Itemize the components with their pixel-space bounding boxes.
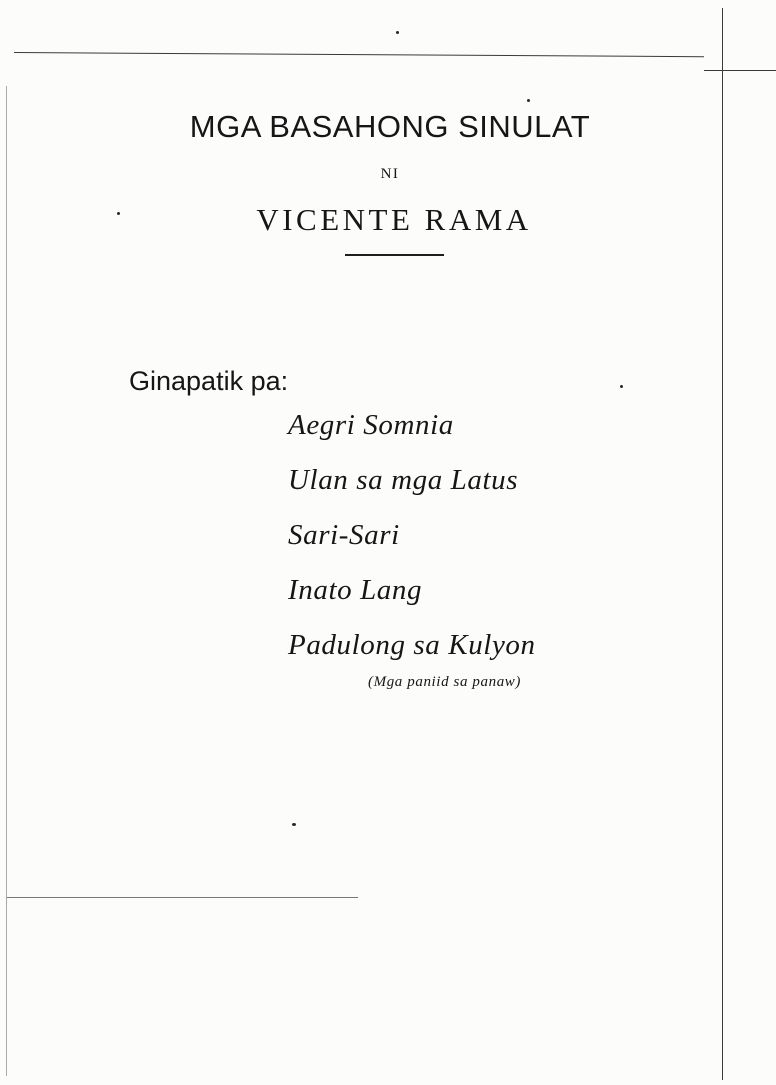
work-title: Sari-Sari [288,519,400,551]
speck [292,823,296,826]
speck [527,99,530,102]
published-label: Ginapatik pa: [129,366,289,396]
published-works-list [288,403,536,678]
page-title: MGA BASAHONG SINULAT [189,109,591,144]
work-title: Padulong sa Kulyon [288,629,536,661]
speck [396,31,399,34]
top-rule-line-extension [704,70,776,71]
bottom-rule-line [6,897,358,898]
speck [620,385,623,388]
author-name: VICENTE RAMA [256,202,532,237]
work-title: Ulan sa mga Latus [288,464,519,496]
work-title: Inato Lang [288,574,423,606]
work-title: Aegri Somnia [288,409,454,441]
top-rule-line [14,52,704,57]
byline-word: NI [380,166,400,182]
author-underline [345,254,444,256]
work-subtitle-note: (Mga paniid sa panaw) [368,674,522,690]
